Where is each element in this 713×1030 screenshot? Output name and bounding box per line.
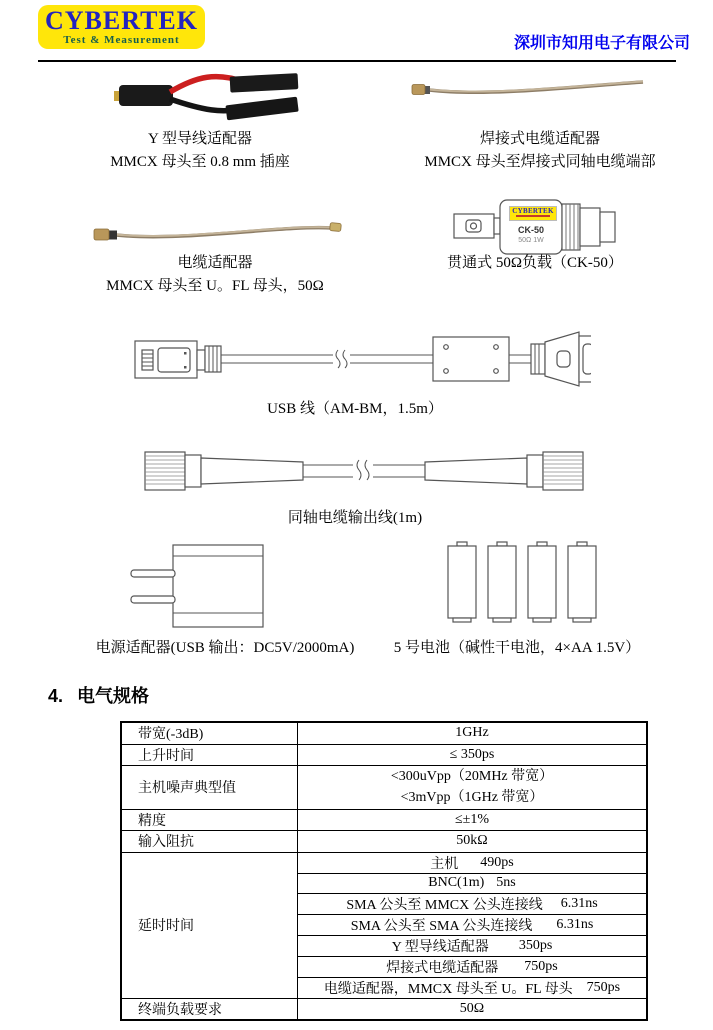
spec-label-delay: 延时时间: [121, 852, 298, 998]
table-row: [121, 765, 647, 809]
power-adapter-drawing: [123, 543, 265, 629]
spec-value-termination: 50Ω: [298, 998, 648, 1020]
usb-cable-caption: [105, 398, 605, 421]
spec-label-impedance: 输入阻抗: [121, 830, 298, 852]
delay-item: BNC(1m): [428, 875, 485, 890]
coax-cable-drawing: [143, 449, 585, 494]
solder-adapter-photo: [410, 76, 645, 106]
power-adapter-caption-line: 电源适配器(USB 输出：DC5V/2000mA): [95, 640, 355, 656]
ck50-spec-text: 50Ω 1W: [518, 237, 544, 244]
ck50-caption: [385, 252, 685, 275]
spec-value-noise: [298, 765, 648, 809]
delay-value: 350ps: [518, 937, 553, 953]
y-adapter-caption: [50, 128, 350, 174]
section-heading: [48, 682, 149, 708]
ck50-model-text: CK-50: [517, 225, 544, 235]
delay-item: SMA 公头至 MMCX 公头连接线: [346, 897, 543, 913]
table-row: [121, 830, 647, 852]
delay-row-host: [298, 852, 648, 873]
delay-row-sma-sma: [298, 914, 648, 935]
delay-value: 490ps: [480, 854, 514, 870]
spec-value-impedance: 50kΩ: [298, 830, 648, 852]
cybertek-logo: [38, 5, 205, 49]
cable-adapter-caption-line1: 电缆适配器: [177, 255, 253, 271]
delay-row-y-adapter: [298, 935, 648, 956]
table-row: [121, 809, 647, 830]
spec-label-accuracy: 精度: [121, 809, 298, 830]
spec-label-noise: 主机噪声典型值: [121, 765, 298, 809]
delay-value: 6.31ns: [556, 916, 594, 932]
delay-item: 电缆适配器，MMCX 母头至 U。FL 母头: [323, 981, 573, 997]
table-row: [121, 998, 647, 1020]
usb-cable-caption-line: USB 线（AM-BM，1.5m）: [267, 401, 443, 417]
spec-value-bandwidth: 1GHz: [298, 722, 648, 744]
table-row: [121, 744, 647, 765]
table-row: [121, 852, 647, 873]
logo-title: CYBERTEK: [44, 6, 198, 35]
solder-adapter-caption-line2: MMCX 母头至焊接式同轴电缆端部: [424, 154, 656, 170]
delay-value: 750ps: [524, 958, 558, 974]
usb-cable-drawing: [133, 328, 591, 390]
delay-value: 6.31ns: [560, 895, 598, 911]
coax-cable-caption-line: 同轴电缆输出线(1m): [287, 510, 423, 526]
delay-item: 焊接式电缆适配器: [386, 960, 499, 976]
cable-adapter-caption: [65, 252, 365, 298]
ck50-label-redline: [516, 215, 550, 217]
cable-adapter-photo: [92, 216, 344, 250]
delay-row-solder-adapter: [298, 956, 648, 977]
batteries-drawing: [444, 541, 602, 625]
section-title: 电气规格: [77, 686, 150, 706]
spec-value-noise-line1: <300uVpp（20MHz 带宽）: [390, 769, 554, 784]
solder-adapter-caption: [390, 128, 690, 174]
delay-row-sma-mmcx: [298, 893, 648, 914]
delay-item: Y 型导线适配器: [391, 939, 489, 955]
coax-cable-caption: [105, 507, 605, 530]
delay-row-bnc: [298, 873, 648, 893]
spec-value-risetime: ≤ 350ps: [298, 744, 648, 765]
delay-item: 主机: [430, 856, 459, 872]
cable-adapter-caption-line2: MMCX 母头至 U。FL 母头，50Ω: [106, 278, 324, 294]
ck50-brand-text: CYBERTEK: [512, 207, 554, 215]
header-divider: [38, 60, 676, 62]
ck50-caption-line: 贯通式 50Ω负载（CK-50）: [447, 255, 623, 271]
company-name: 深圳市知用电子有限公司: [513, 35, 690, 52]
delay-value: 750ps: [586, 979, 621, 995]
table-row: [121, 722, 647, 744]
section-number: 4.: [48, 686, 64, 706]
delay-value: 5ns: [496, 875, 516, 890]
spec-value-accuracy: ≤±1%: [298, 809, 648, 830]
solder-adapter-caption-line1: 焊接式电缆适配器: [479, 131, 600, 147]
spec-label-risetime: 上升时间: [121, 744, 298, 765]
electrical-spec-table: [120, 721, 648, 1021]
spec-label-bandwidth: 带宽(-3dB): [121, 722, 298, 744]
delay-item: SMA 公头至 SMA 公头连接线: [350, 918, 533, 934]
y-adapter-caption-line1: Y 型导线适配器: [147, 131, 253, 147]
delay-row-cable-adapter: [298, 977, 648, 998]
y-adapter-photo: [112, 70, 302, 122]
batteries-caption-line: 5 号电池（碱性干电池，4×AA 1.5V）: [393, 640, 641, 656]
ck50-label-plate: [509, 206, 557, 221]
y-adapter-caption-line2: MMCX 母头至 0.8 mm 插座: [110, 154, 290, 170]
spec-value-noise-line2: <3mVpp（1GHz 带宽）: [400, 790, 544, 805]
logo-subtitle: Test & Measurement: [63, 34, 180, 46]
batteries-caption: [367, 637, 667, 660]
ck50-drawing: [452, 198, 617, 256]
power-adapter-caption: [75, 637, 375, 660]
spec-label-termination: 终端负载要求: [121, 998, 298, 1020]
